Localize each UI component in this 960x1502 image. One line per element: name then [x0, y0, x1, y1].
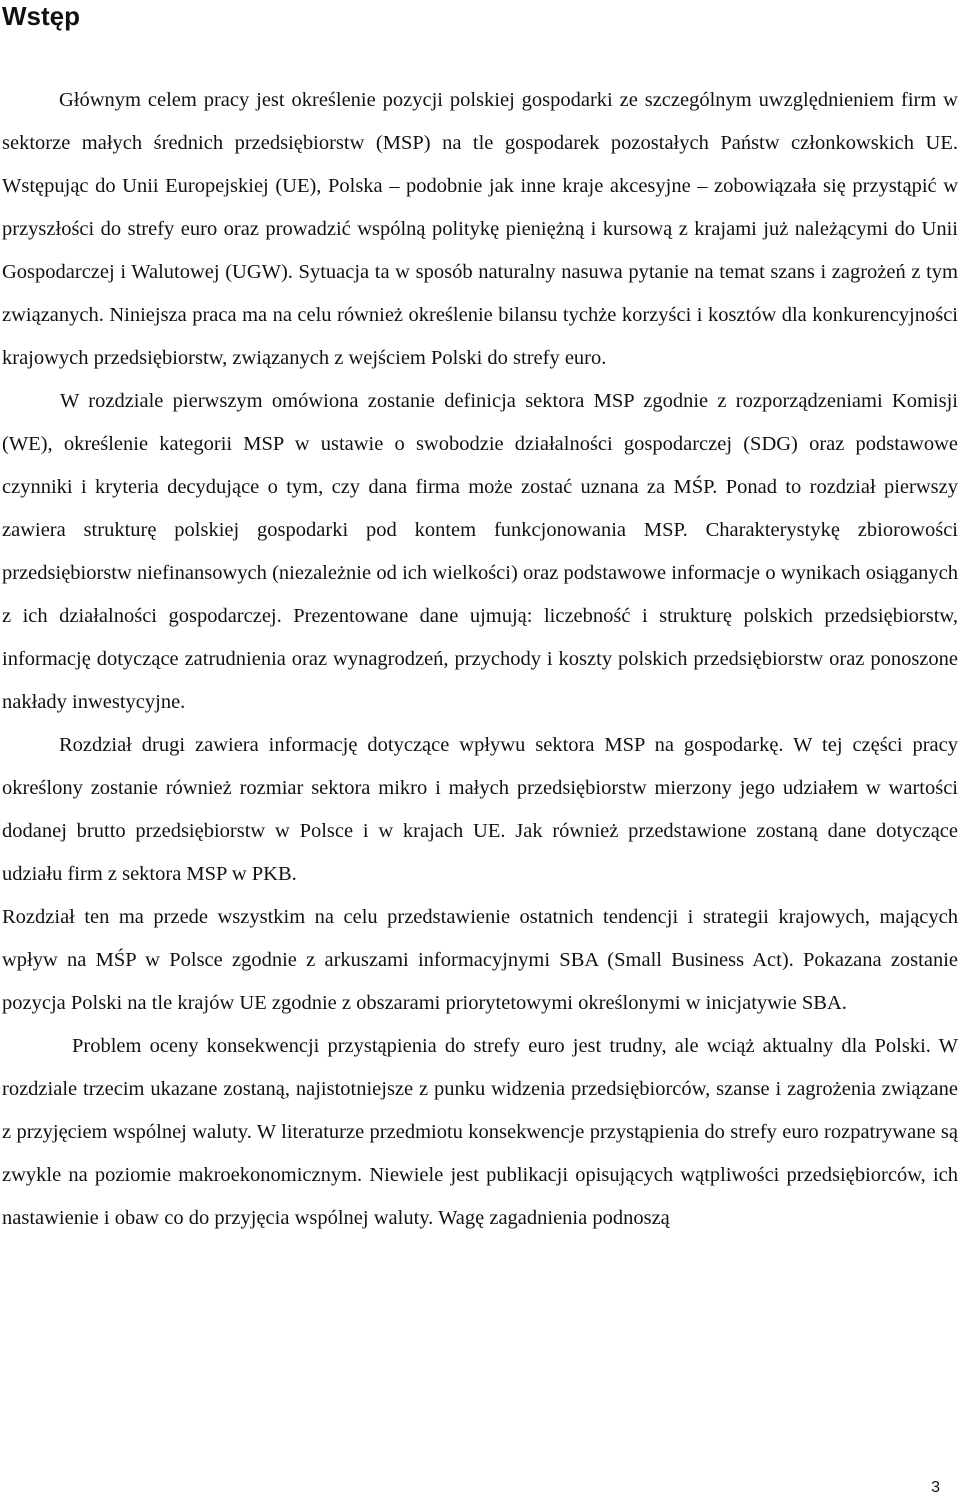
page-number: 3	[931, 1479, 940, 1496]
paragraph-chapter-three: Problem oceny konsekwencji przystąpienia do strefy euro jest trudny, ale wciąż aktualny dla Polski. W rozdziale trzecim ukazane zostaną, najistotniejsze z punku widzenia przedsiębiorców, szanse i zagrożenia związane z przyjęciem wspólnej waluty. W literaturze przedmiotu konsekwencje przystąpienia do strefy euro rozpatrywane są zwykle na poziomie makroekonomicznym. Niewiele jest publikacji opisujących wątpliwości przedsiębiorców, ich nastawienie i obaw co do przyjęcia wspólnej waluty. Wagę zagadnienia podnoszą	[2, 1035, 958, 1229]
paragraph-chapter-two-strategy: Rozdział ten ma przede wszystkim na celu przedstawienie ostatnich tendencji i strategii krajowych, mających wpływ na MŚP w Polsce zgodnie z arkuszami informacyjnymi SBA (Small Business Act). Pokazana zostanie pozycja Polski na tle krajów UE zgodnie z obszarami priorytetowymi określonymi w inicjatywie SBA.	[2, 906, 958, 1014]
paragraph-chapter-one: W rozdziale pierwszym omówiona zostanie definicja sektora MSP zgodnie z rozporządzeniami Komisji (WE), określenie kategorii MSP w ustawie o swobodzie działalności gospodarczej (SDG) oraz podstawowe czynniki i kryteria decydujące o tym, czy dana firma może zostać uznana za MŚP. Ponad to rozdział pierwszy zawiera strukturę polskiej gospodarki pod kontem funkcjonowania MSP. Charakterystykę zbiorowości przedsiębiorstw niefinansowych (niezależnie od ich wielkości) oraz podstawowe informacje o wynikach osiąganych z ich działalności gospodarczej. Prezentowane dane ujmują: liczebność i strukturę polskich przedsiębiorstw, informację dotyczące zatrudnienia oraz wynagrodzeń, przychody i koszty polskich przedsiębiorstw oraz ponoszone nakłady inwestycyjne.	[2, 390, 958, 713]
paragraph-aim: Głównym celem pracy jest określenie pozycji polskiej gospodarki ze szczególnym uwzględnieniem firm w sektorze małych średnich przedsiębiorstw (MSP) na tle gospodarek pozostałych Państw członkowskich UE. Wstępując do Unii Europejskiej (UE), Polska – podobnie jak inne kraje akcesyjne – zobowiązała się przystąpić w przyszłości do strefy euro oraz prowadzić wspólną politykę pieniężną i kursową z krajami już należącymi do Unii Gospodarczej i Walutowej (UGW). Sytuacja ta w sposób naturalny nasuwa pytanie na temat szans i zagrożeń z tym związanych. Niniejsza praca ma na celu również określenie bilansu tychże korzyści i kosztów dla konkurencyjności krajowych przedsiębiorstw, związanych z wejściem Polski do strefy euro.	[2, 89, 958, 369]
paragraph-chapter-two: Rozdział drugi zawiera informację dotyczące wpływu sektora MSP na gospodarkę. W tej części pracy określony zostanie również rozmiar sektora mikro i małych przedsiębiorstw mierzony jego udziałem w wartości dodanej brutto przedsiębiorstw w Polsce i w krajach UE. Jak również przedstawione zostaną dane dotyczące udziału firm z sektora MSP w PKB.	[2, 734, 958, 885]
document-body	[2, 79, 958, 1240]
page-title: Wstęp	[2, 1, 80, 31]
